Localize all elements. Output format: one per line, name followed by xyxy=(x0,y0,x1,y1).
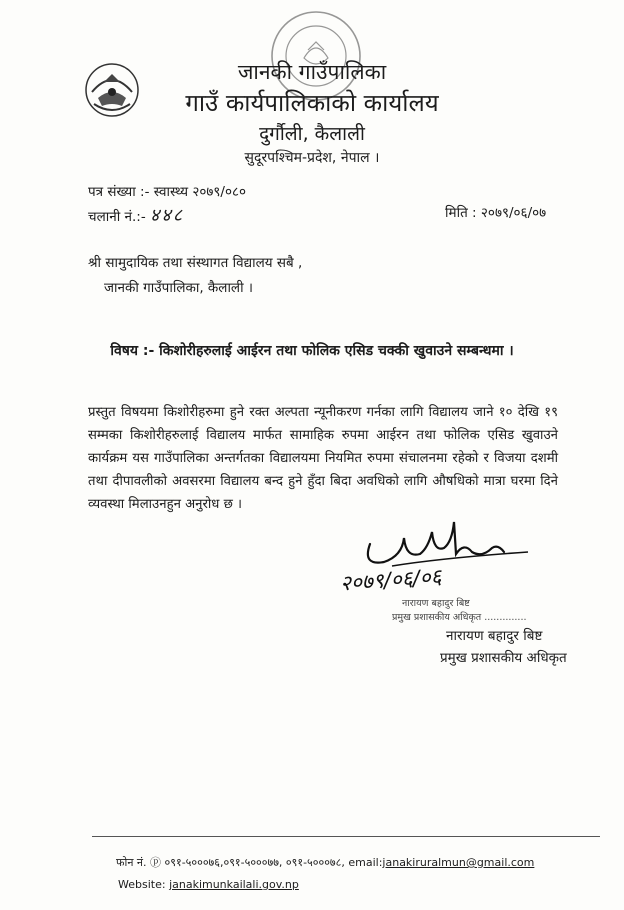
website-label: Website: xyxy=(118,878,166,891)
dispatch-number xyxy=(88,203,184,227)
letter-number-value: स्वास्थ्य २०७९/०८० xyxy=(153,184,247,200)
handwritten-date: २०७९/०६/०६ xyxy=(339,564,443,596)
email-link[interactable]: janakiruralmun@gmail.com xyxy=(382,856,535,869)
phone-numbers: ०९१-५०००७६,०९१-५०००७७, ०९१-५०००७८, xyxy=(164,856,345,869)
date-label: मिति : xyxy=(445,205,477,221)
subject-line: विषय :- किशोरीहरुलाई आईरन तथा फोलिक एसिड चक्की खुवाउने सम्बन्धमा । xyxy=(110,343,514,359)
signatory-title: प्रमुख प्रशासकीय अधिकृत xyxy=(440,650,567,666)
footer-contact xyxy=(116,854,534,870)
letter-body: प्रस्तुत विषयमा किशोरीहरुमा हुने रक्त अल्पता न्यूनीकरण गर्नका लागि विद्यालय जाने १० देखि १९ सम्मका किशोरीहरुलाई विद्यालय मार्फत सामाहिक रुपमा आईरन तथा फोलिक एसिड खुवाउने कार्यक्रम यस गाउँपालिका अन्तर्गतका विद्यालयमा नियमित रुपमा संचालनमा रहेको र विजया दशमी तथा दीपावलीको अवसरमा विद्यालय बन्द हुने हुँदा बिदा अवधिको लागि औषधिको मात्रा घरमा दिने व्यवस्था मिलाउनहुन अनुरोध छ । xyxy=(88,405,558,512)
recipient-line-1: श्री सामुदायिक तथा संस्थागत विद्यालय सबै , xyxy=(88,255,303,271)
municipality-name: जानकी गाउँपालिका xyxy=(237,60,387,84)
footer-divider xyxy=(92,836,600,837)
website-link[interactable]: janakimunkailali.gov.np xyxy=(169,878,299,891)
stamp-title-row xyxy=(392,610,527,623)
stamp-title: प्रमुख प्रशासकीय अधिकृत xyxy=(392,612,482,623)
letter-number xyxy=(88,182,246,200)
signatory-name: नारायण बहादुर बिष्ट xyxy=(446,628,543,644)
phone-label: फोन नं. ⓟ xyxy=(116,856,162,869)
letter-date xyxy=(445,203,546,221)
stamp-name: नारायण बहादुर बिष्ट xyxy=(402,598,470,609)
province-line: सुदूरपश्चिम-प्रदेश, नेपाल । xyxy=(244,150,380,166)
dispatch-value: ४४८ xyxy=(150,205,185,226)
office-location: दुर्गौली, कैलाली xyxy=(259,123,365,145)
date-value: २०७९/०६/०७ xyxy=(480,205,547,221)
letter-number-label: पत्र संख्या :- xyxy=(88,184,150,200)
email-label: email: xyxy=(348,856,383,869)
recipient-line-2: जानकी गाउँपालिका, कैलाली । xyxy=(104,280,253,296)
footer-website xyxy=(118,878,299,891)
office-name: गाउँ कार्यपालिकाको कार्यालय xyxy=(185,89,439,117)
dispatch-label: चलानी नं.:- xyxy=(88,209,146,225)
signature-dots: .............. xyxy=(484,612,527,623)
